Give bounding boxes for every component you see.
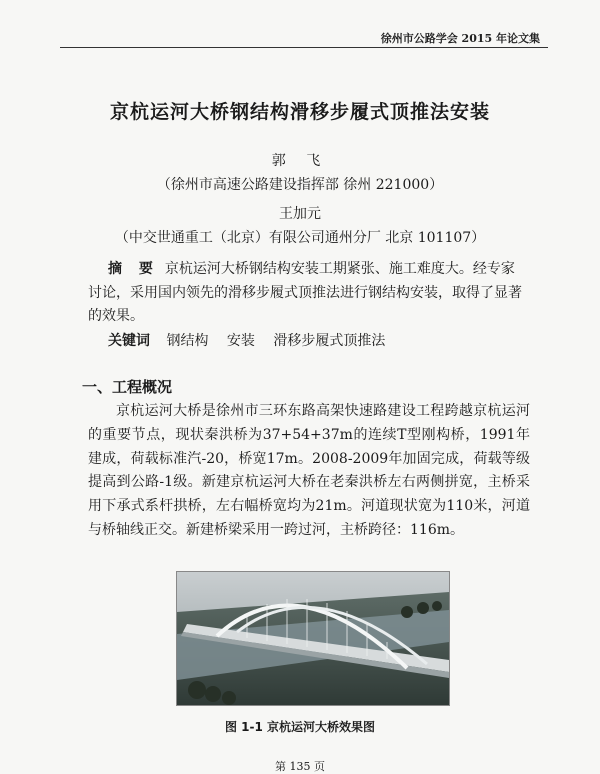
paper-title: 京杭运河大桥钢结构滑移步履式顶推法安装 (109, 101, 490, 123)
author-name-2: 王加元 (279, 206, 321, 222)
keyword-item: 钢结构 (166, 333, 209, 349)
body-paragraph: 京杭运河大桥是徐州市三环东路高架快速路建设工程跨越京杭运河的重要节点，现状秦洪桥为37+54+37m的连续T型刚构桥，1991年建成，荷载标准汽-20，桥宽17m。2008-2009年加固完成，荷载等级提高到公路-1级。新建京杭运河大桥在老秦洪桥左右两侧拼宽，主桥采用下承式系杆拱桥，左右幅桥宽均为21m。河道现状宽为110米，河道与桥轴线正交。新建桥梁采用一跨过河，主桥跨径：116m。 (88, 403, 530, 538)
figure-caption: 图 1-1 京杭运河大桥效果图 (224, 720, 376, 734)
keyword-item: 滑移步履式顶推法 (273, 333, 386, 349)
keywords (108, 330, 399, 350)
page-number: 第 135 页 (275, 760, 325, 773)
keyword-item: 安装 (226, 333, 255, 349)
bridge-rendering-figure (176, 571, 450, 706)
section-heading: 一、工程概况 (82, 378, 173, 396)
bridge-illustration (177, 572, 449, 705)
author-affiliation-2: （中交世通重工（北京）有限公司通州分厂 北京 101107） (114, 230, 486, 246)
abstract-text: 京杭运河大桥钢结构安装工期紧张、施工难度大。经专家讨论，采用国内领先的滑移步履式顶推法进行钢结构安装，取得了显著的效果。 (88, 261, 522, 324)
running-header: 徐州市公路学会 2015 年论文集 (380, 32, 540, 45)
header-rule (60, 47, 548, 48)
author-affiliation-1: （徐州市高速公路建设指挥部 徐州 221000） (156, 177, 444, 193)
keywords-label: 关键词 (108, 333, 150, 349)
author-name-1: 郭 飞 (271, 153, 329, 169)
abstract-label: 摘 要 (108, 261, 159, 277)
abstract (88, 258, 528, 329)
